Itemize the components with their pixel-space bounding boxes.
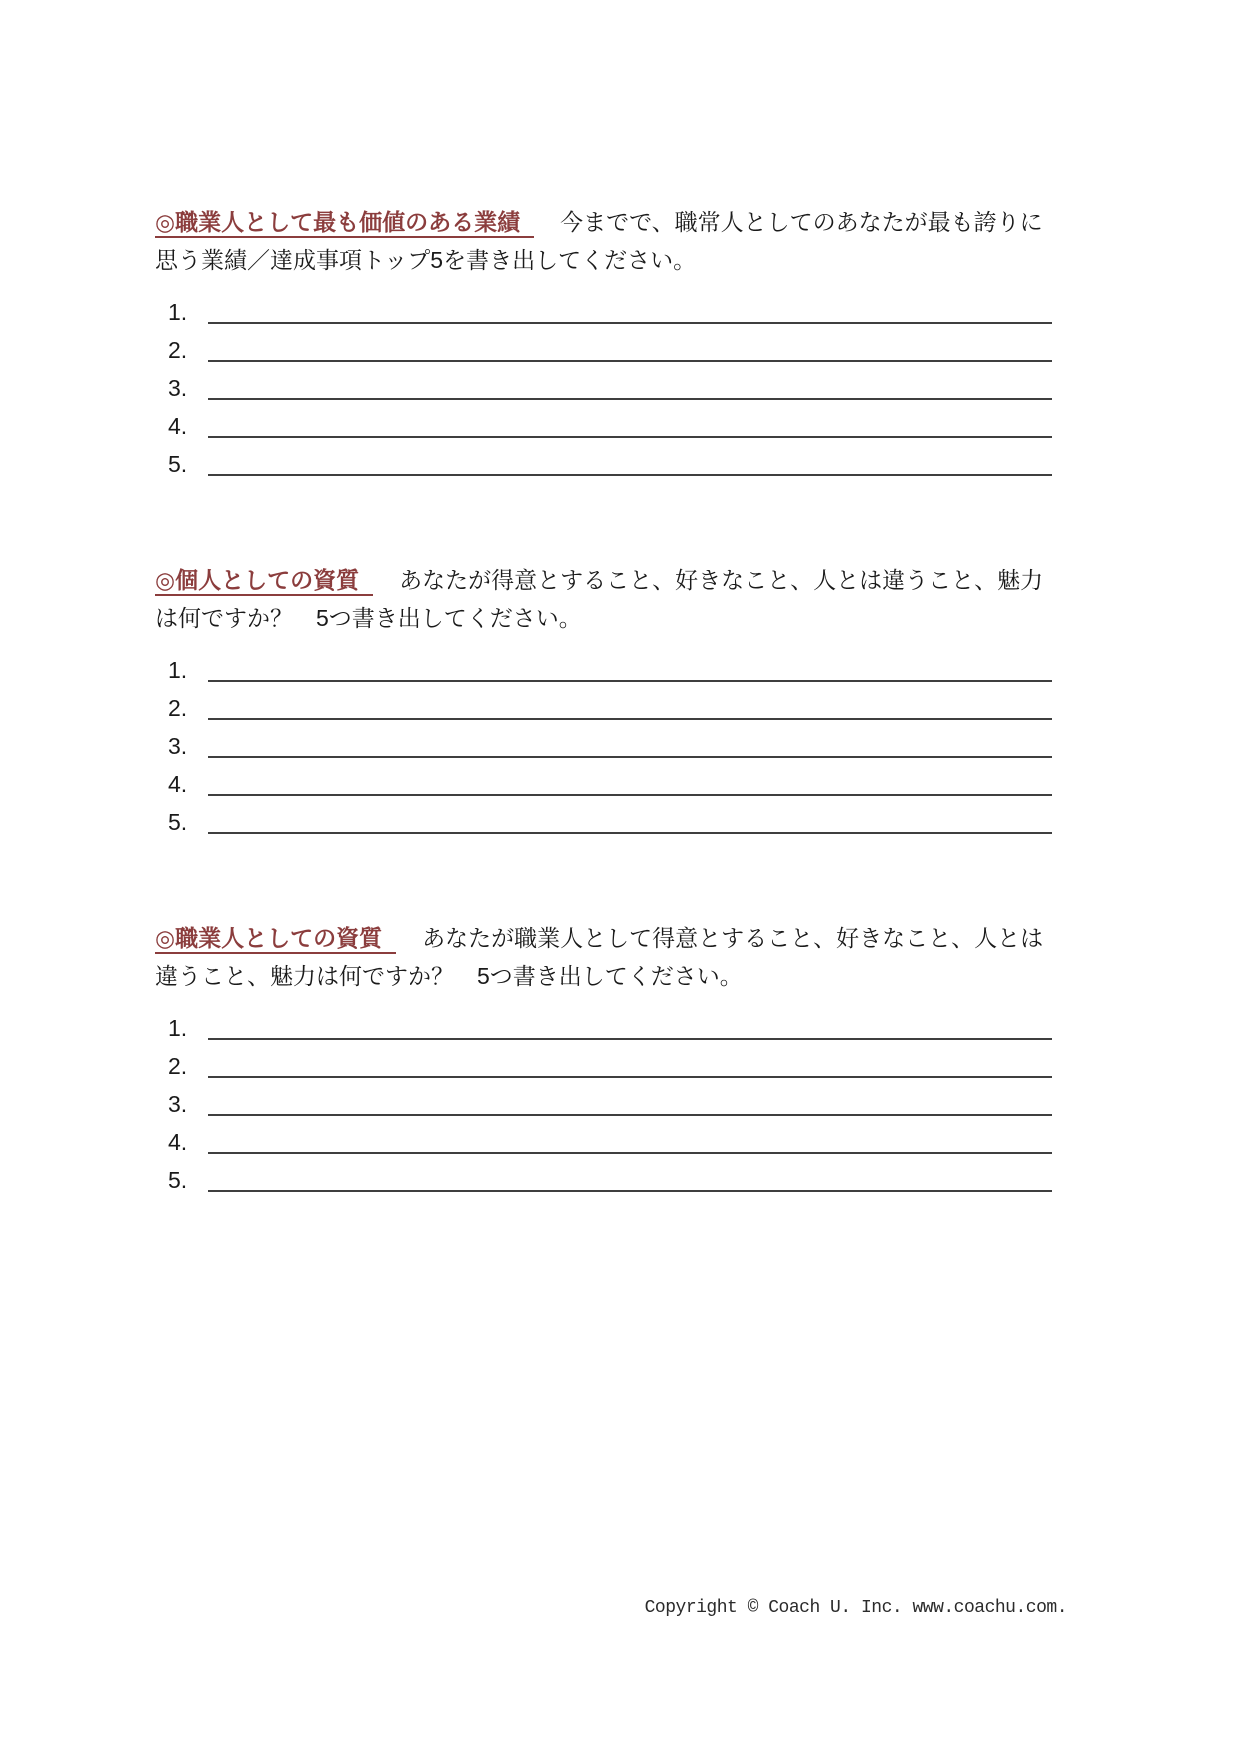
section-description: あなたが得意とすること、好きなこと、人とは違うこと、魅力は何ですか？ 5つ書き出してください。: [155, 567, 1044, 631]
answer-blank-line: [208, 756, 1052, 758]
item-number: 1.: [168, 1015, 188, 1041]
answer-blank-line: [208, 360, 1052, 362]
answer-row: [155, 649, 1062, 687]
heading-marker: ◎: [155, 925, 176, 951]
heading-spacer: [396, 945, 422, 946]
answer-blank-line: [208, 1114, 1052, 1116]
heading-text: 職業人として最も価値のある業績: [175, 209, 521, 235]
answer-blank-line: [208, 1038, 1052, 1040]
worksheet-content: [155, 203, 1062, 1197]
answer-row: [155, 725, 1062, 763]
item-number: 5.: [168, 1167, 188, 1193]
answer-list: [155, 1007, 1062, 1197]
answer-list: [155, 649, 1062, 839]
section-intro: [155, 919, 1062, 995]
section-personal-qualities: [155, 561, 1062, 839]
answer-row: [155, 763, 1062, 801]
answer-row: [155, 1007, 1062, 1045]
item-number: 4.: [168, 1129, 188, 1155]
answer-row: [155, 1083, 1062, 1121]
heading-marker: ◎: [155, 567, 176, 593]
section-heading: [155, 209, 534, 238]
answer-blank-line: [208, 436, 1052, 438]
answer-row: [155, 687, 1062, 725]
answer-blank-line: [208, 794, 1052, 796]
item-number: 3.: [168, 375, 188, 401]
answer-blank-line: [208, 1076, 1052, 1078]
answer-row: [155, 1159, 1062, 1197]
section-intro: [155, 561, 1062, 637]
answer-blank-line: [208, 1152, 1052, 1154]
heading-spacer: [534, 229, 560, 230]
answer-blank-line: [208, 1190, 1052, 1192]
answer-blank-line: [208, 832, 1052, 834]
section-description: あなたが職業人として得意とすること、好きなこと、人とは違うこと、魅力は何ですか？ 5つ書き出してください。: [155, 925, 1044, 989]
item-number: 4.: [168, 771, 188, 797]
item-number: 1.: [168, 657, 188, 683]
section-career-achievements: [155, 203, 1062, 481]
item-number: 1.: [168, 299, 188, 325]
answer-row: [155, 405, 1062, 443]
section-heading: [155, 567, 373, 596]
answer-blank-line: [208, 474, 1052, 476]
item-number: 5.: [168, 809, 188, 835]
heading-text: 職業人としての資質: [175, 925, 383, 951]
answer-row: [155, 443, 1062, 481]
answer-list: [155, 291, 1062, 481]
section-description: 今までで、職常人としてのあなたが最も誇りに思う業績／達成事項トップ5を書き出してください。: [155, 209, 1043, 273]
item-number: 3.: [168, 733, 188, 759]
answer-blank-line: [208, 680, 1052, 682]
item-number: 2.: [168, 1053, 188, 1079]
answer-row: [155, 1121, 1062, 1159]
heading-marker: ◎: [155, 209, 176, 235]
item-number: 3.: [168, 1091, 188, 1117]
item-number: 5.: [168, 451, 188, 477]
answer-blank-line: [208, 322, 1052, 324]
item-number: 2.: [168, 337, 188, 363]
answer-row: [155, 291, 1062, 329]
answer-blank-line: [208, 718, 1052, 720]
copyright-footer: Copyright © Coach U. Inc. www.coachu.com.: [644, 1598, 1067, 1618]
answer-row: [155, 801, 1062, 839]
heading-spacer: [373, 587, 399, 588]
answer-row: [155, 367, 1062, 405]
answer-blank-line: [208, 398, 1052, 400]
answer-row: [155, 1045, 1062, 1083]
section-intro: [155, 203, 1062, 279]
item-number: 2.: [168, 695, 188, 721]
section-professional-qualities: [155, 919, 1062, 1197]
answer-row: [155, 329, 1062, 367]
heading-text: 個人としての資質: [175, 567, 360, 593]
item-number: 4.: [168, 413, 188, 439]
section-heading: [155, 925, 396, 954]
